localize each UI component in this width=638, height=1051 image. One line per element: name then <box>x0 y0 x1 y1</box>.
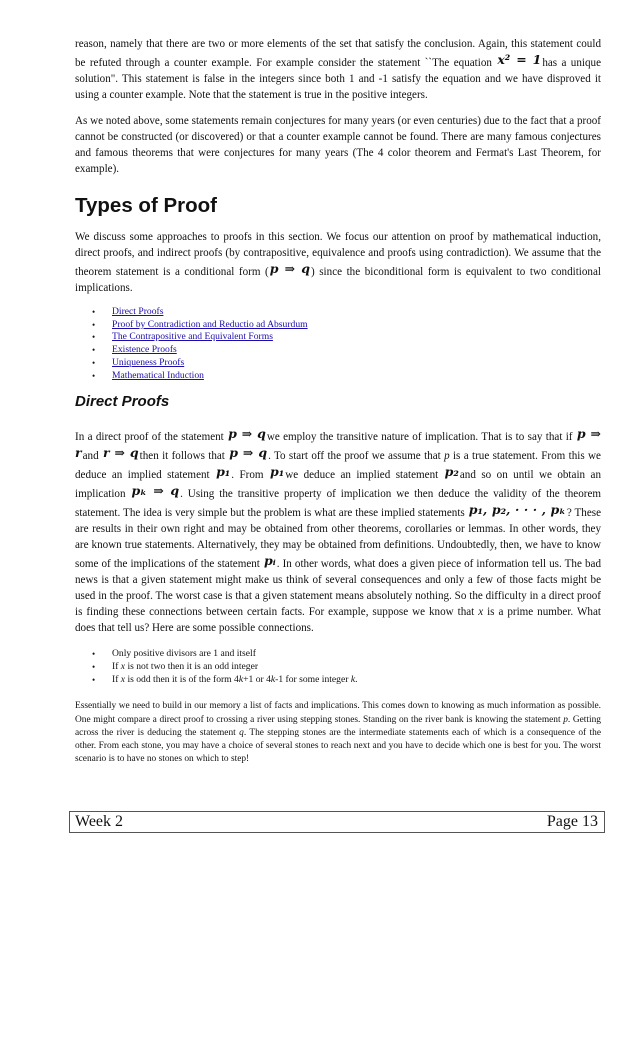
text: If <box>112 673 121 685</box>
text: In a direct proof of the statement <box>75 431 228 444</box>
text: . <box>355 673 358 685</box>
list-item: • Only positive divisors are 1 and itself <box>112 648 601 661</box>
paragraph-direct-proof <box>75 426 601 636</box>
list-item <box>112 674 601 687</box>
text: and so on until we obtain an implication <box>75 469 601 501</box>
math: r ⇒ q <box>102 445 139 461</box>
list-item <box>112 661 601 674</box>
variable: q <box>239 727 244 738</box>
variable: k <box>270 673 276 685</box>
text: ) since the biconditional form is equivalent to two conditional implications. <box>75 266 601 294</box>
variable: x <box>478 606 484 619</box>
page-footer <box>69 811 605 833</box>
math: p₁, p₂, · · · , pₖ <box>468 502 566 518</box>
text: . In other words, what does a given piece of information tell us. The bad news is that a given statement might make us think of several consequences and only a few of those facts might be used in the proof. The worst case is that a given statement means absolutely nothing. So the difficulty in a direct proof is finding these connections between certain facts. For example, suppose we know that <box>75 558 602 619</box>
variable: k <box>350 673 356 685</box>
list-item <box>112 306 601 319</box>
heading-types-of-proof: Types of Proof <box>75 194 217 217</box>
text: we deduce an implied statement <box>285 469 444 482</box>
proof-types-link-list <box>75 306 601 382</box>
math: p₂ <box>444 464 459 480</box>
math: pₖ ⇒ q <box>131 483 180 499</box>
footer-page-number: Page 13 <box>546 813 598 830</box>
text: is odd then it is of the form 4 <box>125 673 239 685</box>
variable: p <box>563 714 568 725</box>
link-contrapositive[interactable]: The Contrapositive and Equivalent Forms <box>112 331 273 343</box>
math: p₁ <box>269 464 285 480</box>
link-mathematical-induction[interactable]: Mathematical Induction <box>112 369 204 381</box>
paragraph-stepping-stones <box>75 700 601 766</box>
text: . From <box>231 469 269 482</box>
variable: x <box>120 660 126 672</box>
text: ? These are results in their own right and may be obtained from other theorems, corollaries or lemmas. In other words, they are known true statements. Alternatively, they may be obtained from definitions. Undoubtedly, then, we have to know some of the implications of the statement <box>75 507 601 571</box>
link-proof-by-contradiction[interactable]: Proof by Contradiction and Reductio ad Absurdum <box>112 318 308 330</box>
text: +1 or 4 <box>243 673 271 685</box>
list-item <box>112 370 601 383</box>
text: If <box>112 660 121 672</box>
footer-week: Week 2 <box>75 813 124 830</box>
list-item <box>112 331 601 344</box>
text: -1 for some integer <box>275 673 351 685</box>
text: is not two then it is an odd integer <box>125 660 259 672</box>
text: Essentially we need to build in our memory a list of facts and implications. This comes down to knowing as much information as possible. One might compare a direct proof to crossing a river using stepping stones. Standing on the river bank is knowing the statement <box>75 701 601 725</box>
text: We discuss some approaches to proofs in this section. We focus our attention on proof by mathematical induction, direct proofs, and indirect proofs (by contrapositive, equivalence and proofs using contradiction). We assume that the theorem statement is a conditional form ( <box>75 231 601 278</box>
math-x-squared-equals-1: x² = 1 <box>497 52 542 67</box>
text: . Using the transitive property of implication we then deduce the validity of the theorem statement. The idea is very simple but the problem is what are these implied statements <box>75 488 601 520</box>
link-existence-proofs[interactable]: Existence Proofs <box>112 344 177 356</box>
link-uniqueness-proofs[interactable]: Uniqueness Proofs <box>112 356 185 368</box>
math: p₁ <box>216 464 231 480</box>
math: p ⇒ q <box>228 426 266 442</box>
list-item <box>112 344 601 357</box>
list-item <box>112 319 601 332</box>
math: p ⇒ r <box>75 426 601 461</box>
text: has a unique solution". This statement is false in the integers since both 1 and -1 satisfy the equation and we have disproved it using a counter example. Note that the statement is true in the positive integers. <box>75 57 601 101</box>
document-body <box>75 36 601 766</box>
text: is a prime number. What does that tell us? Here are some possible connections. <box>75 606 601 635</box>
text: . To start off the proof we assume that <box>268 450 445 463</box>
math: p ⇒ q <box>229 445 268 461</box>
math-p-implies-q: p ⇒ q <box>269 261 310 276</box>
paragraph-conjectures: As we noted above, some statements remain conjectures for many years (or even centuries) due to the fact that a proof cannot be constructed (or discovered) or that a counter example cannot be found. There are many famous conjectures and famous theorems that were conjectures for many years (The 4 color theorem and Fermat's Last Theorem, for example). <box>75 115 601 175</box>
text: . Getting across the river is deducing the statement <box>75 714 601 738</box>
variable: x <box>120 673 126 685</box>
text: reason, namely that there are two or more elements of the set that satisfy the conclusion. Again, this statement could be refuted through a counter example. For example consider the statement ``The equation <box>75 38 601 69</box>
variable: k <box>238 673 244 685</box>
heading-direct-proofs: Direct Proofs <box>75 393 170 411</box>
text: we employ the transitive nature of implication. That is to say that if <box>266 431 576 444</box>
prime-connections-list <box>75 648 601 686</box>
text: . The stepping stones are the intermediate statements each of which is a consequence of the other. From each stone, you may have a choice of several stones to reach next and you have to decide which one is best for you. The worst scenario is to have no stones on which to step! <box>75 727 601 765</box>
math: pᵢ <box>263 553 276 569</box>
list-item <box>112 357 601 370</box>
paragraph-approaches <box>75 229 601 296</box>
text: and <box>82 450 102 463</box>
text: is a true statement. From this we deduce an implied statement <box>75 450 601 482</box>
paragraph-counter-example <box>75 36 601 103</box>
variable: p <box>444 450 450 463</box>
link-direct-proofs[interactable]: Direct Proofs <box>112 306 164 317</box>
text: then it follows that <box>139 450 229 463</box>
